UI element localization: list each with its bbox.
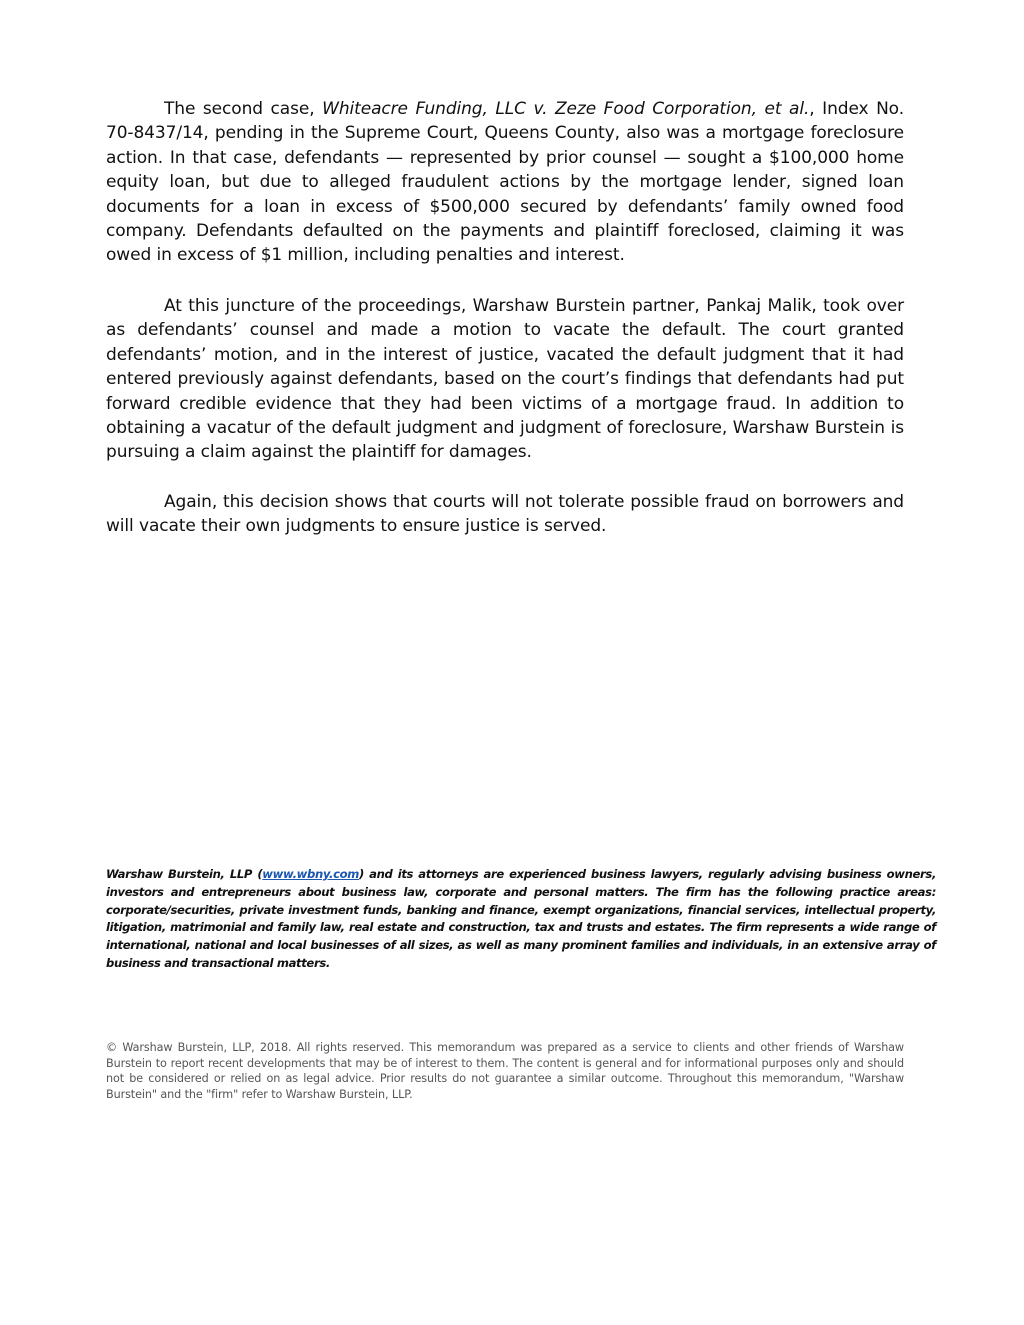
case-name: Whiteacre Funding, LLC v. Zeze Food Corporation, et al. <box>322 99 810 119</box>
copyright-disclaimer: © Warshaw Burstein, LLP, 2018. All rights reserved. This memorandum was prepared as a service to clients and other friends of Warshaw Burstein to report recent developments that may be of interest to them. The content is general and for informational purposes only and should not be considered or relied on as legal advice. Prior results do not guarantee a similar outcome. Throughout this memorandum, "Warshaw Burstein" and the "firm" refer to Warshaw Burstein, LLP. <box>106 1041 904 1101</box>
proceedings-text: At this juncture of the proceedings, Warshaw Burstein partner, Pankaj Malik, took over as defendants’ counsel and made a motion to vacate the default. The court granted defendants’ motion, and in the interest of justice, vacated the default judgment that it had entered previously against defendants, based on the court’s findings that defendants had put forward credible evidence that they had been victims of a mortgage fraud. In addition to obtaining a vacatur of the default judgment and judgment of foreclosure, Warshaw Burstein is pursuing a claim against the plaintiff for damages. <box>106 296 904 463</box>
firm-description: ) and its attorneys are experienced business lawyers, regularly advising business owners, investors and entrepreneurs about business law, corporate and personal matters. The firm has the following practice areas: corporate/securities, private investment funds, banking and finance, exempt organizations, financial services, intellectual property, litigation, matrimonial and family law, real estate and construction, tax and trusts and estates. The firm represents a wide range of international, national and local businesses of all sizes, as well as many prominent families and individuals, in an extensive array of business and transactional matters. <box>106 867 936 970</box>
firm-website-link[interactable]: www.wbny.com <box>262 867 359 881</box>
conclusion-text: Again, this decision shows that courts will not tolerate possible fraud on borrowers and will vacate their own judgments to ensure justice is served. <box>106 492 904 537</box>
case-intro-text: The second case, <box>164 99 323 119</box>
case-details-text: , Index No. 70-8437/14, pending in the Supreme Court, Queens County, also was a mortgage foreclosure action. In that case, defendants — represented by prior counsel — sought a $100,000 home equity loan, but due to alleged fraudulent actions by the mortgage lender, signed loan documents for a loan in excess of $500,000 secured by defendants’ family owned food company. Defendants defaulted on the payments and plaintiff foreclosed, claiming it was owed in excess of $1 million, including penalties and interest. <box>106 99 904 266</box>
case-paragraph <box>106 97 904 268</box>
firm-name: Warshaw Burstein, LLP ( <box>106 867 263 881</box>
proceedings-paragraph <box>106 294 904 465</box>
firm-about-block <box>106 866 936 973</box>
conclusion-paragraph <box>106 490 904 539</box>
